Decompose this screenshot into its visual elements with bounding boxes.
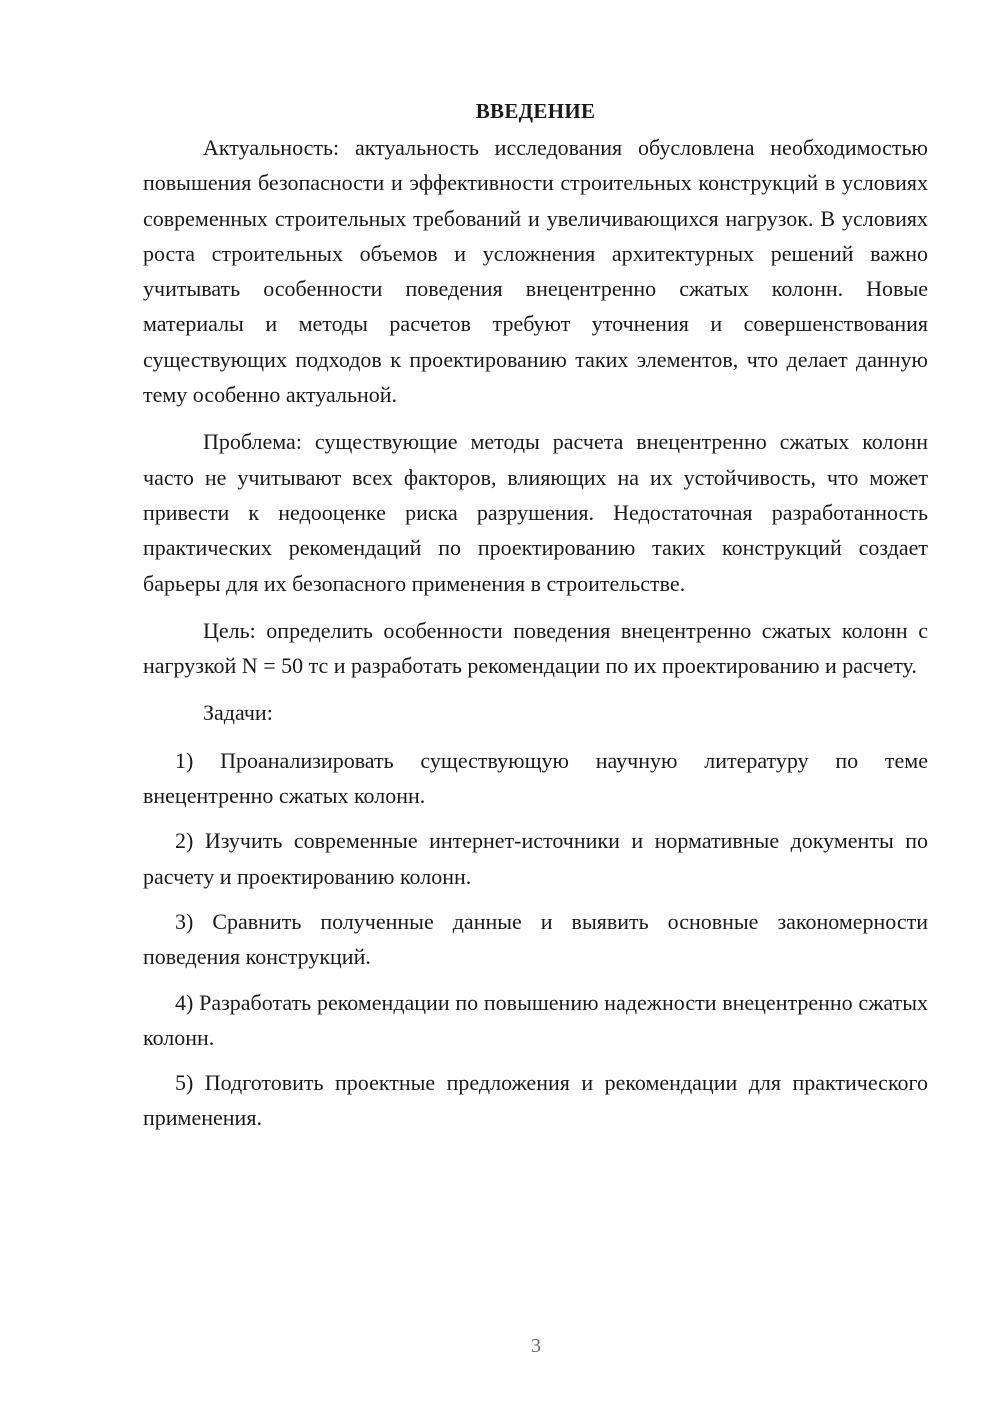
tasks-label: Задачи: bbox=[203, 700, 273, 726]
problem-paragraph: Проблема: существующие методы расчета внецентренно сжатых колонн часто не учитывают всех факторов, влияющих на их устойчивость, что может привести к недооценке риска разрушения. Недостаточная разработанность практических рекомендаций по проектированию таких конструкций создает барьеры для их безопасного применения в строительстве. bbox=[143, 429, 928, 596]
task-item: 1) Проанализировать существующую научную литературу по теме внецентренно сжатых колонн. bbox=[143, 747, 928, 809]
task-item: 4) Разработать рекомендации по повышению надежности внецентренно сжатых колонн. bbox=[143, 989, 928, 1050]
page-content bbox=[143, 94, 928, 1146]
section-heading: ВВЕДЕНИЕ bbox=[475, 99, 596, 123]
tasks-list bbox=[143, 743, 928, 1136]
goal-paragraph: Цель: определить особенности поведения внецентренно сжатых колонн с нагрузкой N = 50 тс и разработать рекомендации по их проектированию и расчету. bbox=[143, 617, 928, 679]
page-number: 3 bbox=[531, 1335, 541, 1357]
task-item: 5) Подготовить проектные предложения и рекомендации для практического применения. bbox=[143, 1070, 928, 1131]
relevance-paragraph: Актуальность: актуальность исследования обусловлена необходимостью повышения безопасности и эффективности строительных конструкций в условиях современных строительных требований и увеличивающихся нагрузок. В условиях роста строительных объемов и усложнения архитектурных решений важно учитывать особенности поведения внецентренно сжатых колонн. Новые материалы и методы расчетов требуют уточнения и совершенствования существующих подходов к проектированию таких элементов, что делает данную тему особенно актуальной. bbox=[143, 135, 928, 408]
task-item: 3) Сравнить полученные данные и выявить основные закономерности поведения конструкций. bbox=[143, 908, 928, 970]
task-item: 2) Изучить современные интернет-источники и нормативные документы по расчету и проектированию колонн. bbox=[143, 828, 928, 889]
